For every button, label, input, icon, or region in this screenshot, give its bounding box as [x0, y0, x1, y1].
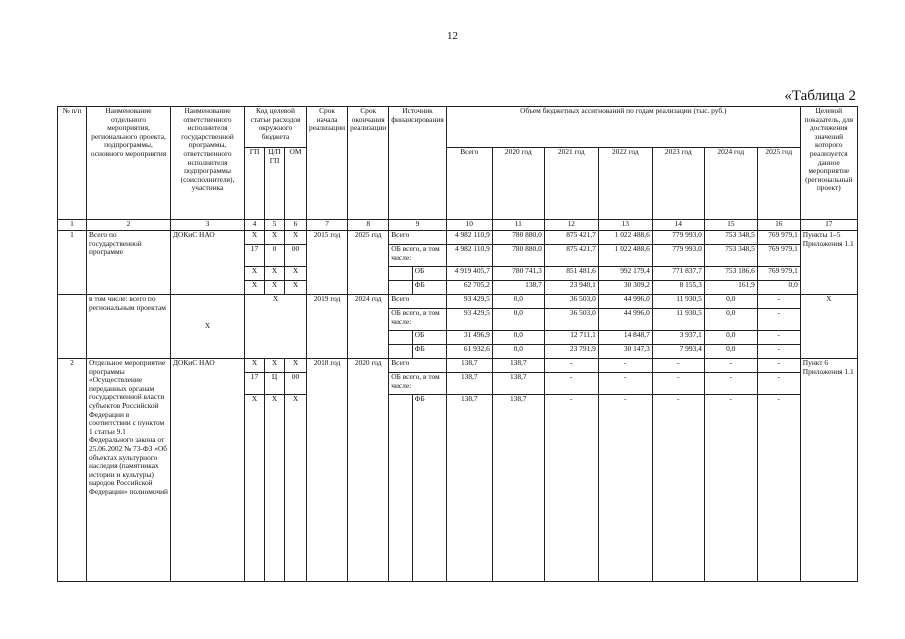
table-row — [58, 231, 858, 245]
code-cpgp: Х — [265, 359, 285, 373]
value-2023: 8 155,3 — [652, 281, 704, 295]
header-name: Наименование отдельного мероприятия, регионального проекта, подпрограммы, основного мероприятия — [87, 107, 171, 220]
header-cpgp: Ц/П ГП — [265, 148, 285, 220]
value-2023: 3 937,1 — [652, 331, 704, 345]
source-spacer — [389, 331, 412, 345]
header-year: 2024 год — [704, 148, 757, 220]
header-year: 2020 год — [492, 148, 544, 220]
header-number: № п/п — [58, 107, 87, 220]
column-number: 10 — [446, 220, 492, 231]
value-total: 138,7 — [446, 395, 492, 582]
value-2025: - — [757, 309, 800, 331]
code-cpgp: Х — [265, 267, 285, 281]
value-2022: - — [598, 373, 652, 395]
code-gp: 17 — [245, 373, 265, 395]
value-2025: - — [757, 395, 800, 582]
value-2022: 1 022 488,6 — [598, 245, 652, 267]
value-2025: - — [757, 359, 800, 373]
value-2025: 0,0 — [757, 281, 800, 295]
row-executor: ДОКиС НАО — [171, 359, 245, 582]
row-name: Отдельное мероприятие программы «Осуществление переданных органам государственной власти субъектов Российской Федерации в соответствии с пунктом 1 статьи 9.1 Федерального закона от 25.06.2002 № 73-ФЗ «Об объектах культурного наследия (памятниках истории и культуры) народов Российской Федерации» полномочий — [87, 359, 171, 582]
column-number: 13 — [598, 220, 652, 231]
column-number: 1 — [58, 220, 87, 231]
value-2023: 771 837,7 — [652, 267, 704, 281]
value-2020: 138,7 — [492, 395, 544, 582]
value-2022: 992 179,4 — [598, 267, 652, 281]
budget-table — [57, 106, 858, 582]
value-2024: 753 348,5 — [704, 231, 757, 245]
value-2023: 11 930,5 — [652, 309, 704, 331]
value-2025: 769 979,1 — [757, 231, 800, 245]
column-number: 14 — [652, 220, 704, 231]
value-2021: 851 481,6 — [544, 267, 598, 281]
header-row-1 — [58, 107, 858, 148]
value-total: 138,7 — [446, 359, 492, 373]
value-2021: 12 711,1 — [544, 331, 598, 345]
header-code: Код целевой статьи расходов окружного бюджета — [245, 107, 307, 148]
source: ФБ — [412, 345, 446, 359]
code-om: 00 — [285, 373, 307, 395]
column-number: 12 — [544, 220, 598, 231]
column-number: 5 — [265, 220, 285, 231]
value-2024: 0,0 — [704, 345, 757, 359]
value-2024: 753 186,6 — [704, 267, 757, 281]
code-om: 00 — [285, 245, 307, 267]
value-2024: 753 348,5 — [704, 245, 757, 267]
code-om: Х — [285, 395, 307, 582]
row-name: в том числе: всего по региональным проектам — [87, 295, 171, 359]
header-om: ОМ — [285, 148, 307, 220]
code-gp: Х — [245, 395, 265, 582]
value-total: 4 982 110,9 — [446, 231, 492, 245]
value-total: 4 982 110,9 — [446, 245, 492, 267]
header-end: Срок окончания реализации — [348, 107, 389, 220]
header-gp: ГП — [245, 148, 265, 220]
header-executor: Наименование ответственного исполнителя государственной программы, ответственного исполнителя подпрограммы (соисполнителя), участника — [171, 107, 245, 220]
row-end: 2020 год — [348, 359, 389, 582]
value-2021: 23 791,9 — [544, 345, 598, 359]
column-number: 6 — [285, 220, 307, 231]
code-gp: Х — [245, 359, 265, 373]
row-indicator: Пункты 1–5 Приложения 1.1 — [800, 231, 857, 295]
row-number — [58, 295, 87, 359]
value-2021: 36 503,0 — [544, 295, 598, 309]
header-source: Источник финансирования — [389, 107, 447, 220]
value-total: 138,7 — [446, 373, 492, 395]
value-2024: 0,0 — [704, 309, 757, 331]
value-2024: 0,0 — [704, 331, 757, 345]
value-2020: 0,0 — [492, 345, 544, 359]
value-2021: 23 940,1 — [544, 281, 598, 295]
value-2024: 161,9 — [704, 281, 757, 295]
value-2020: 138,7 — [492, 373, 544, 395]
row-executor: ДОКиС НАО — [171, 231, 245, 295]
header-indicator: Целевой показатель, для достижения значений которого реализуется данное мероприятие (региональный проект) — [800, 107, 857, 220]
code-cpgp: 0 — [265, 245, 285, 267]
header-start: Срок начала реализации — [307, 107, 348, 220]
code-cpgp: Х — [265, 395, 285, 582]
column-number: 15 — [704, 220, 757, 231]
value-2021: 875 421,7 — [544, 245, 598, 267]
code-cpgp: Х — [265, 231, 285, 245]
value-2025: 769 979,1 — [757, 267, 800, 281]
value-2025: - — [757, 331, 800, 345]
value-2024: - — [704, 395, 757, 582]
column-number: 16 — [757, 220, 800, 231]
value-2020: 138,7 — [492, 359, 544, 373]
header-year: 2025 год — [757, 148, 800, 220]
column-number: 9 — [389, 220, 447, 231]
row-name: Всего по государственной программе — [87, 231, 171, 295]
code-cpgp: Ц — [265, 373, 285, 395]
value-2021: - — [544, 359, 598, 373]
value-total: 31 496,9 — [446, 331, 492, 345]
code-gp: Х — [245, 281, 265, 295]
column-number-row — [58, 220, 858, 231]
row-code: Х — [245, 295, 307, 359]
value-2023: - — [652, 395, 704, 582]
code-om: Х — [285, 359, 307, 373]
source: Всего — [389, 295, 447, 309]
value-2022: 44 996,0 — [598, 309, 652, 331]
row-indicator: Пункт 6 Приложения 1.1 — [800, 359, 857, 582]
table-row — [58, 359, 858, 373]
column-number: 11 — [492, 220, 544, 231]
value-2023: 779 993,0 — [652, 231, 704, 245]
value-2024: - — [704, 373, 757, 395]
value-2024: 0,0 — [704, 295, 757, 309]
value-2023: - — [652, 373, 704, 395]
header-year: 2022 год — [598, 148, 652, 220]
code-gp: Х — [245, 267, 265, 281]
source-spacer — [389, 281, 412, 295]
value-2022: - — [598, 395, 652, 582]
page-number: 12 — [447, 30, 458, 42]
value-2025: - — [757, 295, 800, 309]
value-2025: 769 979,1 — [757, 245, 800, 267]
column-number: 2 — [87, 220, 171, 231]
code-om: Х — [285, 281, 307, 295]
header-total: Всего — [446, 148, 492, 220]
value-2021: - — [544, 395, 598, 582]
value-2023: 779 993,0 — [652, 245, 704, 267]
column-number: 7 — [307, 220, 348, 231]
value-total: 4 919 405,7 — [446, 267, 492, 281]
value-2020: 780 741,3 — [492, 267, 544, 281]
source-spacer — [389, 345, 412, 359]
value-2022: - — [598, 359, 652, 373]
source: ОБ — [412, 331, 446, 345]
source-spacer — [389, 267, 412, 281]
source: Всего — [389, 359, 447, 373]
table-title: «Таблица 2 — [784, 88, 856, 104]
value-2022: 1 022 488,6 — [598, 231, 652, 245]
code-gp: Х — [245, 231, 265, 245]
value-2020: 780 880,0 — [492, 245, 544, 267]
row-indicator: Х — [800, 295, 857, 359]
value-2023: 7 993,4 — [652, 345, 704, 359]
value-total: 61 932,6 — [446, 345, 492, 359]
value-2023: - — [652, 359, 704, 373]
header-volume: Объем бюджетных ассигнований по годам реализации (тыс. руб.) — [446, 107, 800, 148]
value-2021: 875 421,7 — [544, 231, 598, 245]
column-number: 4 — [245, 220, 265, 231]
code-cpgp: Х — [265, 281, 285, 295]
row-executor: Х — [171, 295, 245, 359]
value-2025: - — [757, 345, 800, 359]
source: ОБ всего, в том числе: — [389, 309, 447, 331]
column-number: 17 — [800, 220, 857, 231]
value-2020: 0,0 — [492, 331, 544, 345]
row-end: 2024 год — [348, 295, 389, 359]
code-om: Х — [285, 231, 307, 245]
source: Всего — [389, 231, 447, 245]
row-start: 2018 год — [307, 359, 348, 582]
value-2022: 30 309,2 — [598, 281, 652, 295]
value-2022: 14 848,7 — [598, 331, 652, 345]
row-number: 1 — [58, 231, 87, 295]
code-gp: 17 — [245, 245, 265, 267]
value-2021: - — [544, 373, 598, 395]
value-2025: - — [757, 373, 800, 395]
source: ОБ всего, в том числе: — [389, 245, 447, 267]
value-2023: 11 930,5 — [652, 295, 704, 309]
value-2024: - — [704, 359, 757, 373]
source-spacer — [389, 395, 412, 582]
value-2022: 30 147,3 — [598, 345, 652, 359]
code-om: Х — [285, 267, 307, 281]
value-total: 93 429,5 — [446, 295, 492, 309]
source: ОБ всего, в том числе: — [389, 373, 447, 395]
value-2022: 44 996,0 — [598, 295, 652, 309]
column-number: 3 — [171, 220, 245, 231]
source: ФБ — [412, 281, 446, 295]
column-number: 8 — [348, 220, 389, 231]
source: ОБ — [412, 267, 446, 281]
value-2020: 0,0 — [492, 295, 544, 309]
value-total: 62 705,2 — [446, 281, 492, 295]
row-end: 2025 год — [348, 231, 389, 295]
header-year: 2021 год — [544, 148, 598, 220]
header-year: 2023 год — [652, 148, 704, 220]
row-start: 2019 год — [307, 295, 348, 359]
value-total: 93 429,5 — [446, 309, 492, 331]
row-start: 2015 год — [307, 231, 348, 295]
value-2020: 138,7 — [492, 281, 544, 295]
row-number: 2 — [58, 359, 87, 582]
value-2021: 36 503,0 — [544, 309, 598, 331]
value-2020: 0,0 — [492, 309, 544, 331]
source: ФБ — [412, 395, 446, 582]
table-row — [58, 295, 858, 309]
value-2020: 780 880,0 — [492, 231, 544, 245]
